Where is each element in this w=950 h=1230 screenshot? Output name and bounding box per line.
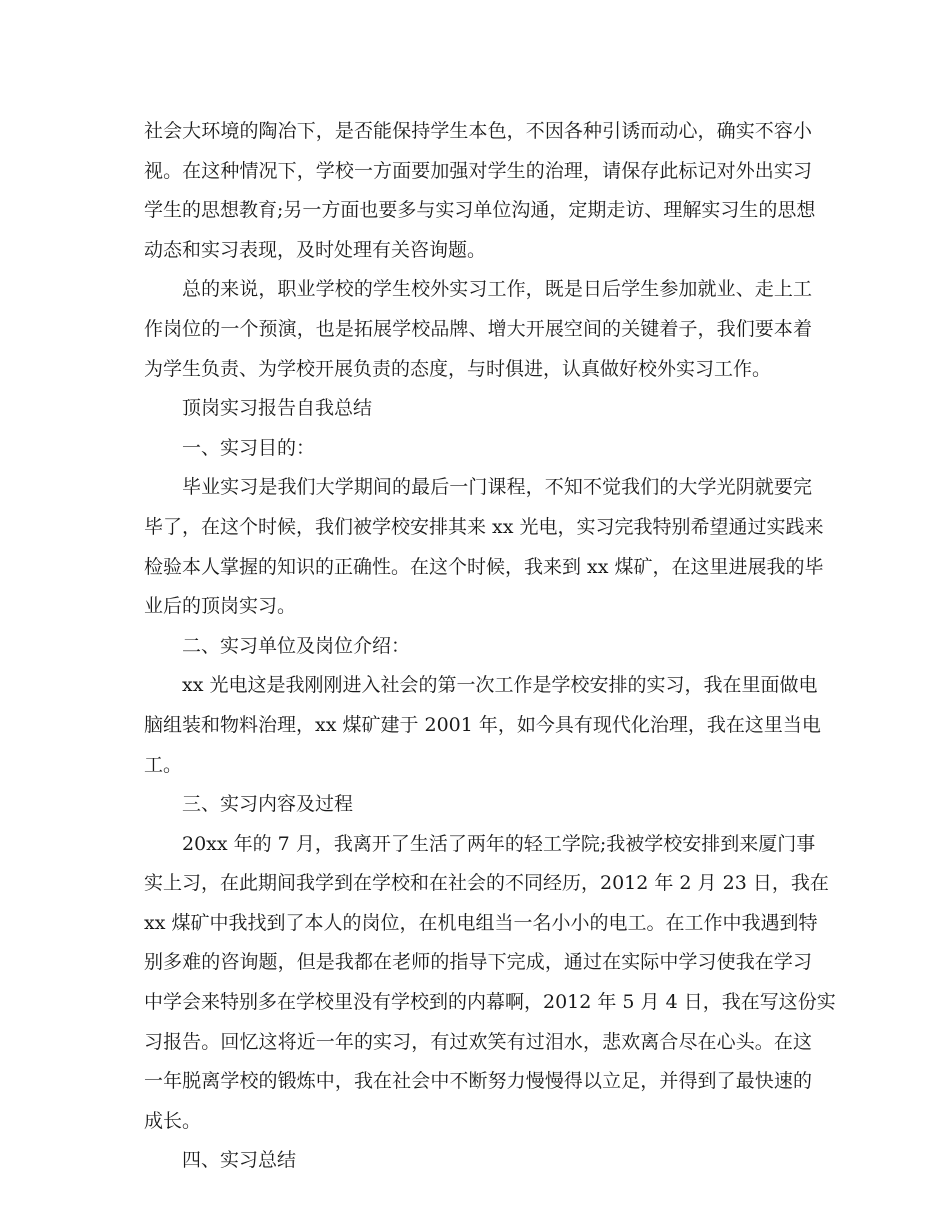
- text-line: 作岗位的一个预演，也是拓展学校品牌、增大开展空间的关键着子，我们要本着: [144, 317, 812, 340]
- text-line: 脑组装和物料治理，xx 煤矿建于 2001 年，如今具有现代化治理，我在这里当电: [144, 713, 821, 736]
- text-line: 中学会来特别多在学校里没有学校到的内幕啊，2012 年 5 月 4 日，我在写这份实: [144, 991, 836, 1014]
- section-heading: 顶岗实习报告自我总结: [182, 397, 373, 420]
- text-line: 为学生负责、为学校开展负责的态度，与时俱进，认真做好校外实习工作。: [144, 357, 772, 380]
- text-line: 动态和实习表现，及时处理有关咨询题。: [144, 238, 487, 261]
- text-line: 习报告。回忆这将近一年的实习，有过欢笑有过泪水，悲欢离合尽在心头。在这: [144, 1030, 812, 1053]
- section-heading: 二、实习单位及岗位介绍：: [182, 634, 411, 657]
- text-line: 一年脱离学校的锻炼中，我在社会中不断努力慢慢得以立足，并得到了最快速的: [144, 1070, 812, 1093]
- text-line: 别多难的咨询题，但是我都在老师的指导下完成，通过在实际中学习使我在学习: [144, 951, 812, 974]
- text-line: xx 光电这是我刚刚进入社会的第一次工作是学校安排的实习，我在里面做电: [182, 674, 818, 697]
- section-heading: 四、实习总结: [182, 1149, 297, 1172]
- document-body: [144, 112, 836, 1181]
- text-line: 视。在这种情况下，学校一方面要加强对学生的治理，请保存此标记对外出实习: [144, 159, 812, 182]
- text-line: xx 煤矿中我找到了本人的岗位，在机电组当一名小小的电工。在工作中我遇到特: [144, 911, 818, 934]
- text-line: 业后的顶岗实习。: [144, 595, 297, 618]
- text-line: 20xx 年的 7 月，我离开了生活了两年的轻工学院;我被学校安排到来厦门事: [182, 832, 816, 855]
- text-line: 检验本人掌握的知识的正确性。在这个时候，我来到 xx 煤矿，在这里进展我的毕: [144, 555, 824, 578]
- text-line: 总的来说，职业学校的学生校外实习工作，既是日后学生参加就业、走上工: [182, 278, 812, 301]
- text-line: 实上习，在此期间我学到在学校和在社会的不同经历，2012 年 2 月 23 日，我在: [144, 872, 829, 895]
- text-line: 毕业实习是我们大学期间的最后一门课程，不知不觉我们的大学光阴就要完: [182, 476, 812, 499]
- section-heading: 三、实习内容及过程: [182, 793, 354, 816]
- text-line: 成长。: [144, 1109, 202, 1132]
- text-line: 社会大环境的陶冶下，是否能保持学生本色，不因各种引诱而动心，确实不容小: [144, 120, 812, 142]
- text-line: 工。: [144, 753, 183, 776]
- text-line: 毕了，在这个时候，我们被学校安排其来 xx 光电，实习完我特别希望通过实践来: [144, 515, 824, 538]
- text-line: 学生的思想教育;另一方面也要多与实习单位沟通，定期走访、理解实习生的思想: [144, 199, 816, 222]
- section-heading: 一、实习目的：: [182, 436, 316, 459]
